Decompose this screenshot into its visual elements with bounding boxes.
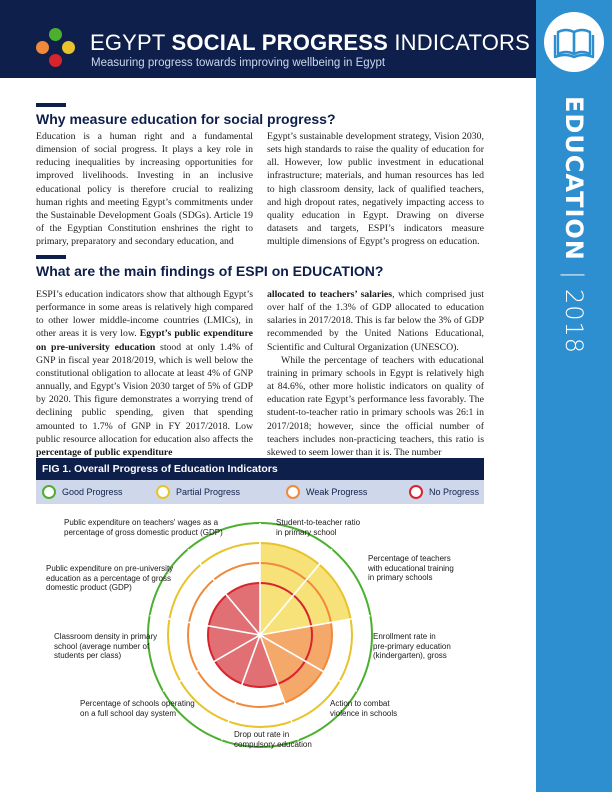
brand-subtitle: Measuring progress towards improving wellbeing in Egypt <box>91 57 386 69</box>
book-icon-badge <box>544 12 604 72</box>
figure-legend <box>36 480 484 504</box>
legend-weak: Weak Progress <box>286 484 367 500</box>
indicator-label: Enrollment rate in pre-primary education (kindergarten), gross <box>373 632 451 660</box>
section2-right-column: allocated to teachers’ salaries, which comprised just over half of the 1.3% of GDP allocated to education salaries in 2017/2018. This is far below the 3% of GDP recommended by the United Nations Educational, Scientific and Cultural Organization (UNESCO). While the percentage of teachers with educational training in primary schools in Egypt is relatively high at 84.6%, other more holistic indicators on quality of education rate Egypt’s performance less favorably. The student-to-teacher ratio in primary schools was 26:1 in 2017/2018; however, since the official number of teachers includes non-practicing teachers, this ratio is skewed to seem lower than it is. The number <box>267 289 485 458</box>
indicator-label: Action to combat violence in schools <box>330 699 398 718</box>
indicator-label: Public expenditure on teachers' wages as a percentage of gross domestic product (GDP) <box>64 518 223 537</box>
figure-area <box>36 504 484 792</box>
section1-right-column: Egypt’s sustainable development strategy, Vision 2030, sets high standards to raise the quality of education for all. However, low public investment in educational infrastructure; materials, and human resources has led to high classroom density, lack of qualified teachers, and high dropout rates, negatively impacting access to quality education in Egypt. Drawing on diverse datasets and targets, ESPI’s indicators measure multiple dimensions of Egypt’s progress on education. <box>267 131 484 248</box>
legend-good: Good Progress <box>42 484 123 500</box>
indicator-label: Percentage of schools operating on a full school day system <box>80 699 195 718</box>
partial-progress-icon <box>156 485 170 499</box>
indicator-label: Classroom density in primary school (average number of students per class) <box>54 632 158 660</box>
topic-sidebar <box>536 0 612 792</box>
figure-title: FIG 1. Overall Progress of Education Indicators <box>42 463 278 475</box>
legend-none: No Progress <box>409 484 479 500</box>
brand-title: EGYPT SOCIAL PROGRESS INDICATORS <box>90 30 530 55</box>
indicator-label: Student-to-teacher ratio in primary school <box>276 518 361 537</box>
section1-left-column: Education is a human right and a fundamental dimension of social progress. It plays a key role in reducing inequalities by increasing opportunities for improved livelihoods. Investing in an inclusive educational policy is therefore crucial to realizing human rights and meeting Egypt’s commitments under the Sustainable Development Goals (SDGs). Article 19 of the Egyptian Constitution enshrines the right to primary, preparatory and secondary education, and <box>36 131 253 248</box>
no-progress-icon <box>409 485 423 499</box>
indicator-label: Public expenditure on pre-university education as a percentage of gross domestic product (GDP) <box>46 564 174 592</box>
legend-partial: Partial Progress <box>156 484 240 500</box>
section-accent-bar <box>36 255 66 259</box>
good-progress-icon <box>42 485 56 499</box>
indicator-label: Percentage of teachers with educational training in primary schools <box>368 554 454 582</box>
espi-logo-icon <box>36 28 76 68</box>
section2-left-column: ESPI’s education indicators show that although Egypt’s performance in some areas is relatively high compared to other lower middle-income countries (LMICs), in other areas it is very low. Egypt’s public expenditure on pre-university education stood at only 1.4% of GNP in fiscal year 2018/2019, which is well below the constitutional obligation to allocate at least 4% of GNP annually, and Egypt’s Vision 2030 target of 5% of GDP by 2020. This figure demonstrates a worrying trend of declining public spending, given that spending amounted to 1.7% of GNP in FY 2017/2018. Low public resource allocation for education also affects the percentage of public expenditure <box>36 289 253 458</box>
figure-title-bar <box>36 458 484 480</box>
header-banner <box>0 0 536 78</box>
book-icon <box>544 12 604 72</box>
indicator-label: Drop out rate in compulsory education <box>234 730 312 749</box>
weak-progress-icon <box>286 485 300 499</box>
section-accent-bar <box>36 103 66 107</box>
section1-heading: Why measure education for social progress? <box>36 111 336 127</box>
section2-heading: What are the main findings of ESPI on EDUCATION? <box>36 263 384 279</box>
sidebar-topic-year: EDUCATION|2018 <box>560 95 588 355</box>
